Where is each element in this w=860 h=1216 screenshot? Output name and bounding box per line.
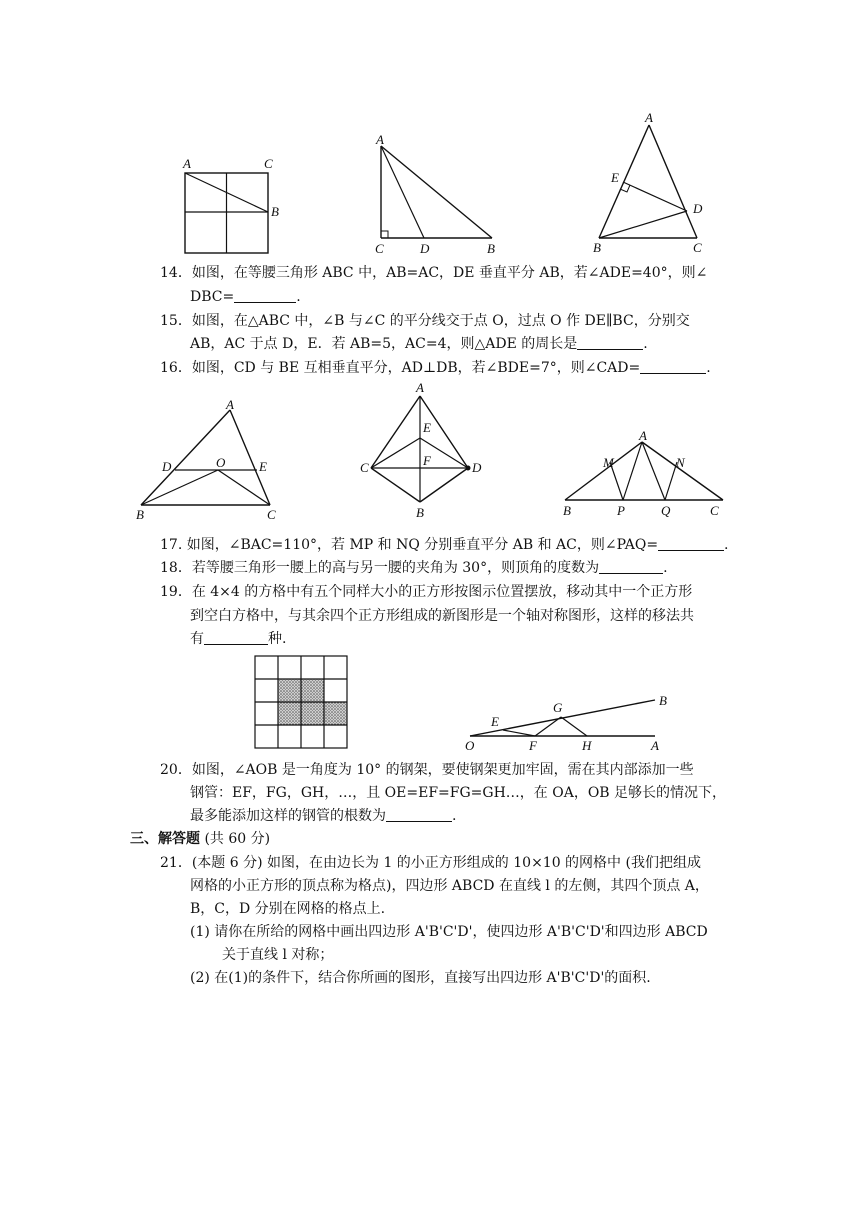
q14-line2: DBC=	[190, 289, 235, 305]
section-heading	[130, 829, 270, 849]
shaded-square	[278, 679, 301, 702]
q17-end: .	[724, 537, 729, 553]
label-B: B	[563, 503, 571, 518]
label-H: H	[582, 738, 592, 753]
q19-text-2	[190, 606, 694, 626]
label-A: A	[183, 156, 191, 171]
label-Q: Q	[661, 503, 671, 518]
figure-kite	[355, 380, 490, 520]
answer-blank[interactable]	[204, 630, 268, 645]
shaded-square	[278, 702, 301, 725]
label-A: A	[376, 132, 384, 147]
answer-blank[interactable]	[234, 288, 296, 303]
q21-text-1	[160, 853, 701, 873]
q20-line3: 最多能添加这样的钢管的根数为	[190, 808, 386, 824]
label-D: D	[420, 241, 430, 256]
q15-line2: AB，AC 于点 D，E．若 AB=5，AC=4，则△ADE 的周长是	[190, 336, 578, 352]
q14-text-1	[160, 263, 707, 283]
label-B: B	[136, 507, 144, 522]
label-E: E	[611, 170, 619, 185]
answer-blank[interactable]	[658, 536, 724, 551]
label-E: E	[491, 714, 499, 729]
q21-line1: 21．(本题 6 分) 如图，在由边长为 1 的小正方形组成的 10×10 的网格中 (我们把组成	[160, 855, 701, 871]
answer-blank[interactable]	[640, 359, 706, 374]
q21-text-3	[190, 899, 385, 919]
q14-end: .	[296, 289, 301, 305]
q21-sub1-text-2	[222, 945, 333, 965]
label-M: M	[603, 455, 614, 470]
section-title: 三、解答题	[130, 831, 200, 847]
label-G: G	[553, 700, 563, 715]
q15-text-2	[190, 334, 648, 354]
q21-line2: 网格的小正方形的顶点称为格点)，四边形 ABCD 在直线 l 的左侧，其四个顶点 A，	[190, 878, 709, 894]
q14-line1: 14．如图，在等腰三角形 ABC 中，AB=AC，DE 垂直平分 AB，若∠ADE=40°，则∠	[160, 265, 708, 281]
label-B: B	[271, 204, 279, 219]
q21-sub2-line1: (2) 在(1)的条件下，结合你所画的图形，直接写出四边形 A'B'C'D'的面积.	[190, 970, 651, 986]
q19-text-1	[160, 582, 692, 602]
q20-line2: 钢管：EF，FG，GH，…，且 OE=EF=FG=GH…，在 OA，OB 足够长的情况下，	[190, 785, 727, 801]
label-D: D	[162, 459, 172, 474]
q19-line3: 有	[190, 631, 204, 647]
q20-text-3	[190, 806, 456, 826]
label-P: P	[617, 503, 625, 518]
q15-end: .	[643, 336, 648, 352]
label-A: A	[639, 430, 647, 443]
label-F: F	[529, 738, 537, 753]
q16-line1: 16．如图，CD 与 BE 互相垂直平分，AD⊥DB，若∠BDE=7°，则∠CAD=	[160, 360, 641, 376]
q17-line1: 17. 如图，∠BAC=110°，若 MP 和 NQ 分别垂直平分 AB 和 AC，则∠PAQ=	[160, 537, 659, 553]
label-O: O	[465, 738, 475, 753]
q21-sub1-line1: (1) 请你在所给的网格中画出四边形 A'B'C'D'，使四边形 A'B'C'D'和四边形 ABCD	[190, 924, 708, 940]
label-O: O	[216, 455, 226, 470]
label-N: N	[676, 455, 685, 470]
figure-4x4-grid	[253, 654, 351, 752]
answer-blank[interactable]	[577, 335, 643, 350]
label-B: B	[659, 693, 667, 708]
q16-end: .	[706, 360, 711, 376]
label-E: E	[423, 420, 431, 435]
shaded-square	[301, 702, 324, 725]
label-C: C	[710, 503, 719, 518]
answer-blank[interactable]	[386, 807, 452, 822]
q18-end: .	[663, 560, 668, 576]
q21-line3: B，C，D 分别在网格的格点上.	[190, 901, 386, 917]
shaded-square	[324, 702, 347, 725]
figure-angle-pipes	[455, 690, 680, 755]
q14-text-2	[190, 287, 301, 307]
q15-line1: 15．如图，在△ABC 中，∠B 与∠C 的平分线交于点 O，过点 O 作 DE∥BC，分别交	[160, 313, 690, 329]
q21-text-2	[190, 876, 709, 896]
q18-line1: 18．若等腰三角形一腰上的高与另一腰的夹角为 30°，则顶角的度数为	[160, 560, 600, 576]
label-F: F	[423, 453, 431, 468]
label-B: B	[416, 505, 424, 520]
q15-text-1	[160, 311, 690, 331]
label-D: D	[472, 460, 482, 475]
answer-blank[interactable]	[599, 559, 663, 574]
label-B: B	[487, 241, 495, 256]
q20-end: .	[452, 808, 457, 824]
q21-sub2-text-1	[190, 968, 651, 988]
q19-line1: 19．在 4×4 的方格中有五个同样大小的正方形按图示位置摆放，移动其中一个正方形	[160, 584, 693, 600]
q20-text-2	[190, 783, 726, 803]
section-points: (共 60 分)	[200, 831, 271, 847]
figure-isosceles-triangle	[585, 108, 715, 258]
figure-square-grid	[175, 155, 285, 260]
q19-end: 种.	[268, 631, 287, 647]
q21-sub1-line2: 关于直线 l 对称；	[222, 947, 334, 963]
label-A: A	[651, 738, 659, 753]
label-C: C	[693, 240, 702, 255]
figure-triangle-ODE	[130, 395, 290, 525]
label-D: D	[693, 201, 703, 216]
label-A: A	[226, 397, 234, 412]
label-C: C	[360, 460, 369, 475]
label-E: E	[259, 459, 267, 474]
figure-bisector-triangle	[555, 430, 735, 520]
label-C: C	[375, 241, 384, 256]
label-A: A	[645, 110, 653, 125]
label-C: C	[267, 507, 276, 522]
label-C: C	[264, 156, 273, 171]
q17-text-1	[160, 535, 729, 555]
q18-text-1	[160, 558, 668, 578]
q19-line2: 到空白方格中，与其余四个正方形组成的新图形是一个轴对称图形，这样的移法共	[190, 608, 694, 624]
figure-right-triangle	[370, 132, 510, 260]
q19-text-3	[190, 629, 286, 649]
label-A: A	[416, 380, 424, 395]
shaded-square	[301, 679, 324, 702]
q16-text-1	[160, 358, 711, 378]
q21-sub1-text-1	[190, 922, 708, 942]
q20-line1: 20．如图，∠AOB 是一角度为 10° 的钢架，要使钢架更加牢固，需在其内部添加一些	[160, 762, 694, 778]
q20-text-1	[160, 760, 694, 780]
label-B: B	[593, 240, 601, 255]
